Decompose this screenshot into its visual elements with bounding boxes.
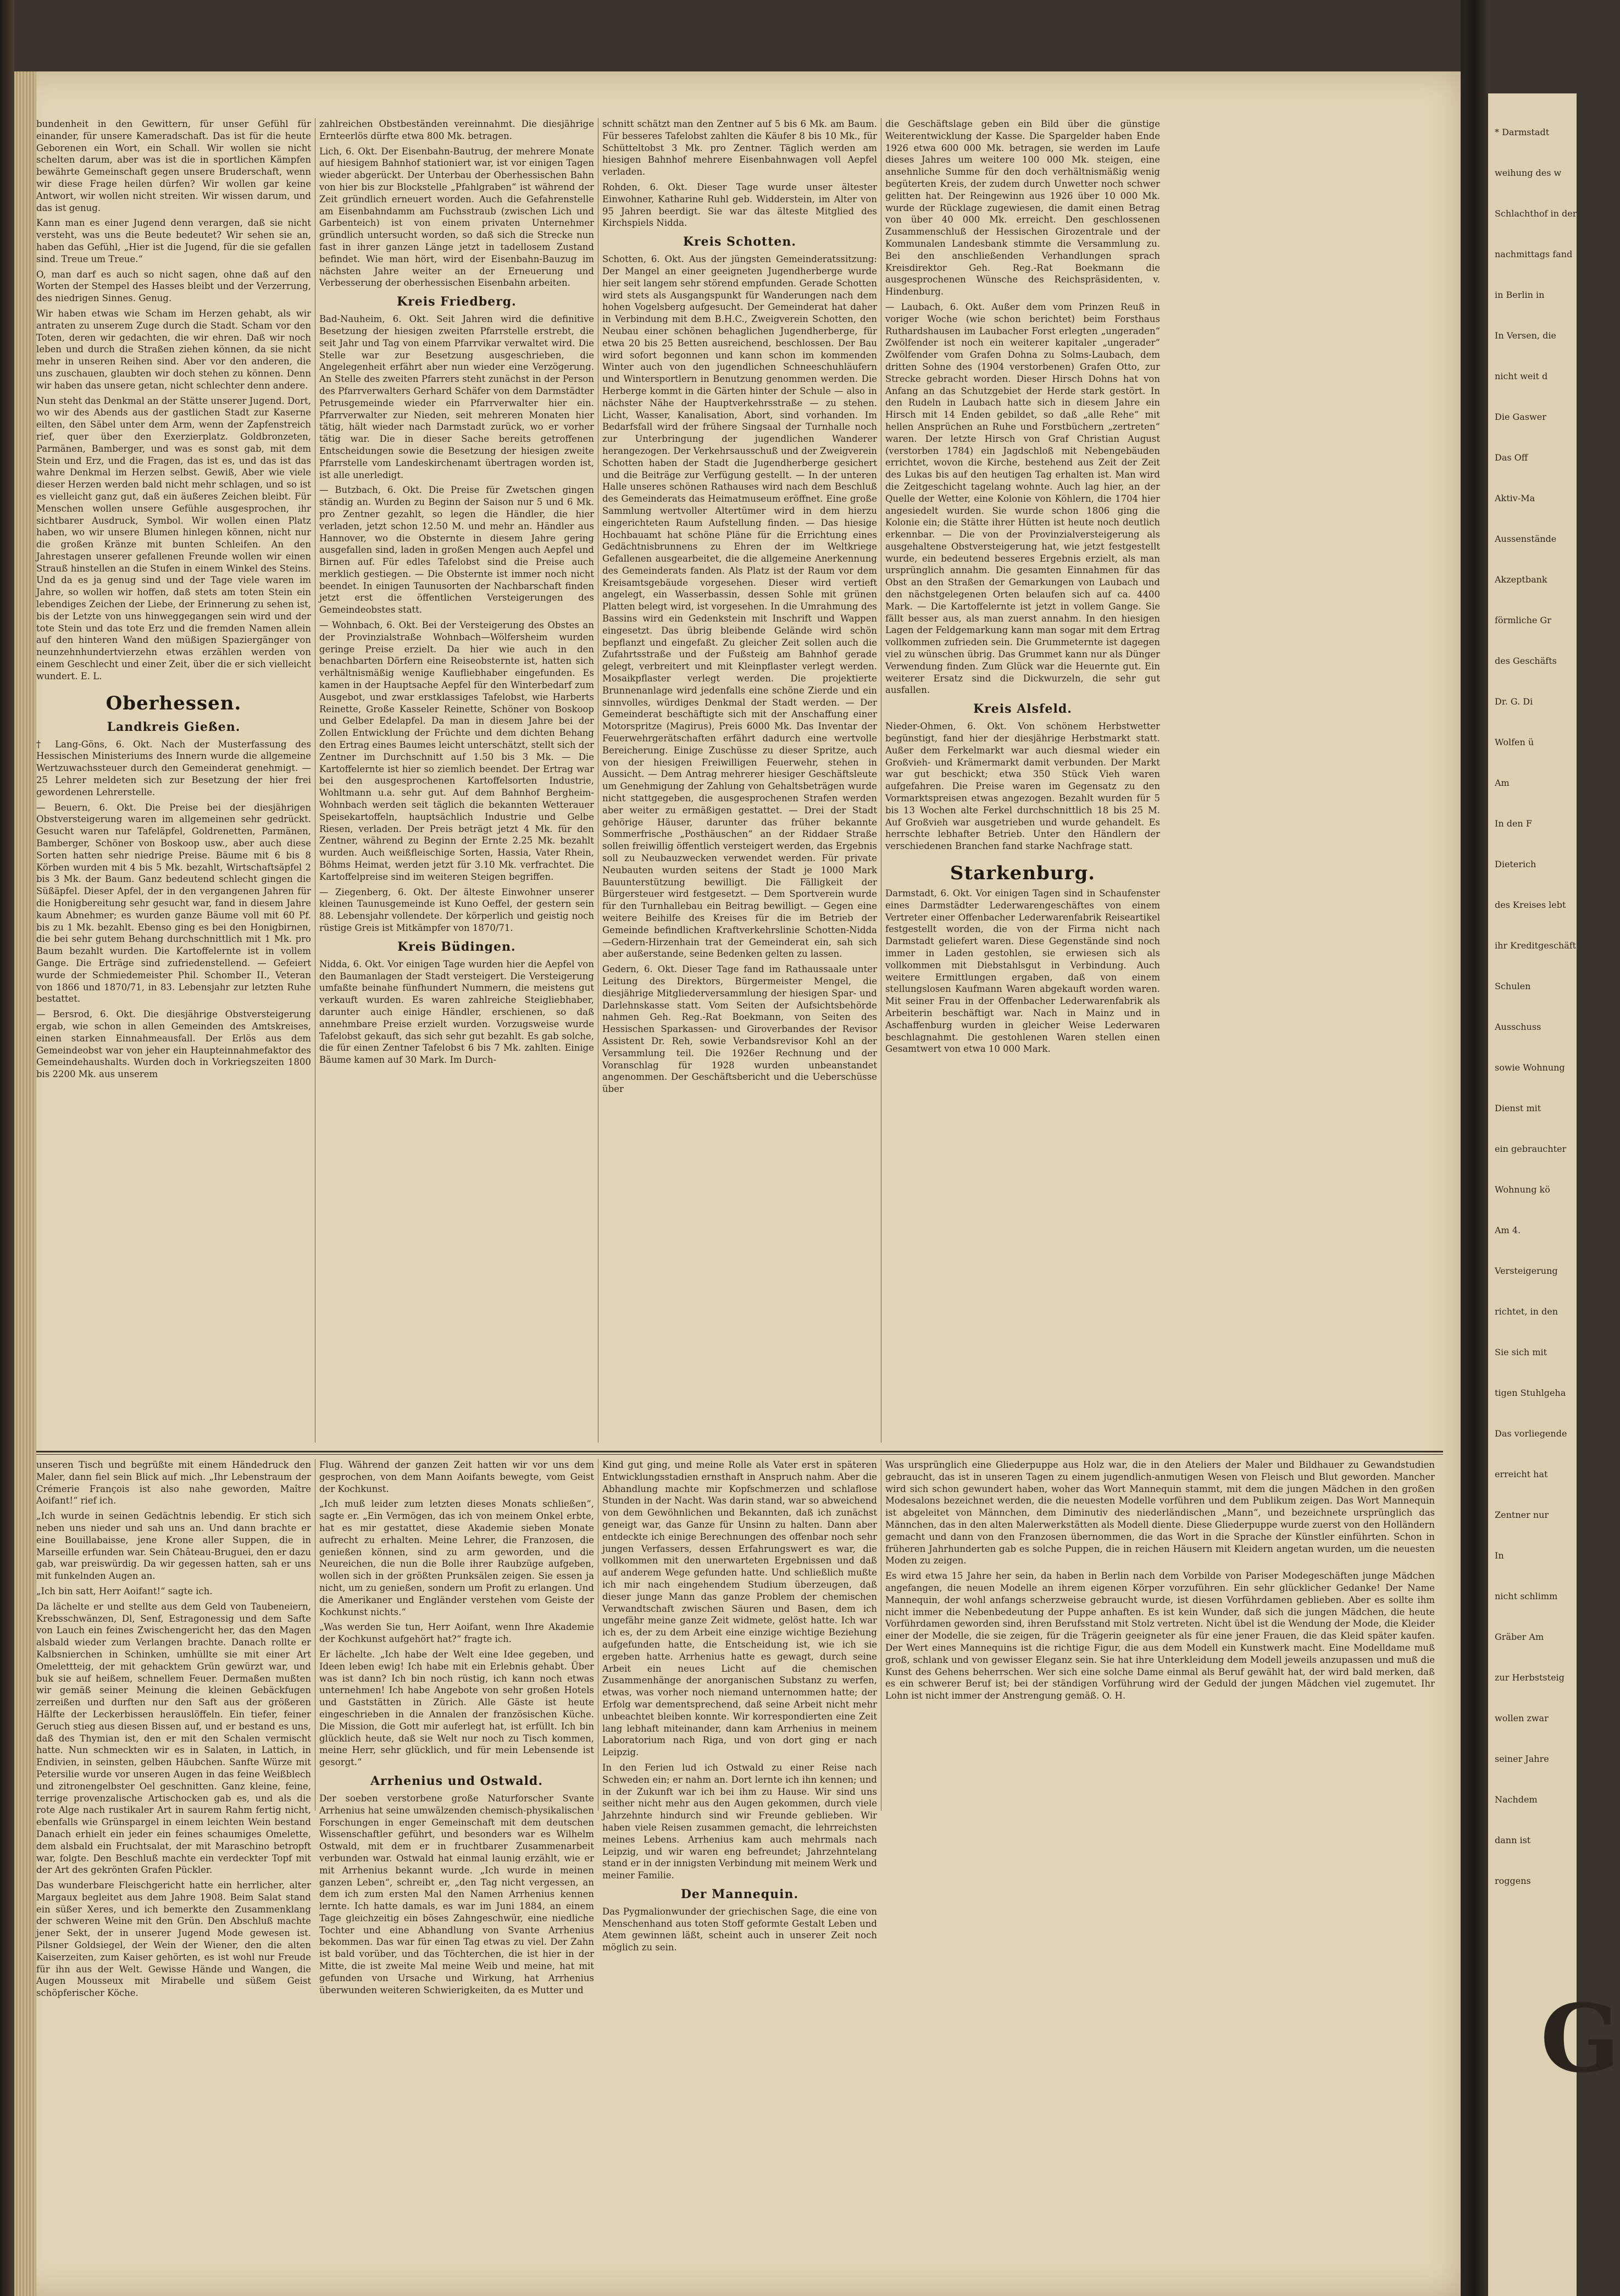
column-1 xyxy=(36,118,311,1443)
adjacent-text-fragment: nicht schlimm xyxy=(1495,1591,1558,1601)
book-gutter xyxy=(1461,0,1488,2296)
district-heading: Kreis Büdingen. xyxy=(397,939,516,954)
newspaper-content xyxy=(36,118,1443,1999)
adjacent-text-fragment: In xyxy=(1495,1550,1504,1561)
article-paragraph: — Wohnbach, 6. Okt. Bei der Versteigerung des Obstes an der Provinzialstraße Wohnbach—Wölfersheim wurden geringe Preise erzielt. Da hier wie auch in den benachbarten Dörfern eine Reiseobsternte ist, hatten sich verhältnismäßig wenige Kaufliebhaber eingefunden. Es kamen in der Hauptsache Aepfel für den Winterbedarf zum Ausgebot, und zwar erstklassiges Tafelobst, wie Harberts Reinette, Große Kasseler Reinette, Schöner von Boskoop und Gelber Edelapfel. Da man in diesem Jahre bei der Zollen Entwicklung der Früchte und dem dichten Behang den Ertrag eines Baumes leicht unterschätzt, stellt sich der Zentner im Durchschnitt auf 1.50 bis 3 Mk. — Die Kartoffelernte ist hier so ziemlich beendet. Der Ertrag war bei den ausgesprochenen Kartoffelsorten Industrie, Wohltmann u.a. sehr gut. Auf dem Bahnhof Bergheim-Wohnbach werden seit täglich die bekannten Wetterauer Speisekartoffeln, hauptsächlich Industrie und Gelbe Riesen, verladen. Der Preis beträgt jetzt 4 Mk. für den Zentner, während zu Beginn der Ernte 2.25 Mk. bezahlt wurden. Auch weißfleischige Sorten, Hassia, Vater Rhein, Böhms Heimat, werden jetzt für 3.10 Mk. verfrachtet. Die Kartoffelpreise sind im weiteren Steigen begriffen. xyxy=(319,620,594,882)
adjacent-text-fragment: Versteigerung xyxy=(1495,1266,1558,1276)
adjacent-text-fragment: Am 4. xyxy=(1495,1225,1521,1235)
book-spine xyxy=(0,0,14,2296)
adjacent-text-fragment: wollen zwar xyxy=(1495,1713,1549,1723)
adjacent-text-fragment: Wolfen ü xyxy=(1495,737,1534,747)
article-paragraph: — Laubach, 6. Okt. Außer dem vom Prinzen Reuß in voriger Woche (wie schon berichtet) beim Forsthaus Ruthardshausen im Laubacher Forst erlegten „ungeraden“ Zwölfender ist noch ein weiterer kapitaler „ungerader“ Zwölfender vom Grafen Dohna zu Solms-Laubach, dem dritten Sohne des (1904 verstorbenen) Grafen Otto, zur Strecke gebracht worden. Dieser Hirsch Dohns hat von Anfang an das Schutzgebiet der Herde stark gestört. In den Rudeln in Laubach hatte sich in diesem Jahre ein Hirsch mit 14 Enden gebildet, so daß „alle Rehe“ mit hellen Ansprüchen an Ruhe und Forstbüchern „zertreten“ waren. Der letzte Hirsch von Graf Christian August (verstorben 1784) ein Jagdschloß mit Nebengebäuden errichtet, wovon die Kirche, bestehend aus Zeit der Zeit des Lukas bis auf den heutigen Tag erhalten ist. Man wird die Zeitgeschicht tagelang wohnte. Auch lag hier, an der Quelle der Wetter, eine Kolonie von Köhlern, die 1704 hier angesiedelt wurden. Sie wurde schon 1806 ging die Kolonie ein; die Stätte ihrer Hütten ist heute noch deutlich erkennbar. — Die von der Provinzialversteigerung als ausgehaltene Obstversteigerung hat, wie jetzt festgestellt wurde, ein bedeutend besseres Ergebnis erzielt, als man ursprünglich annahm. Die gesamten Einnahmen für das Obst an den Straßen der Gemarkungen von Laubach und den nächstgelegenen Orten belaufen sich auf ca. 4400 Mark. — Die Kartoffelernte ist jetzt in vollem Gange. Sie fällt besser aus, als man zuerst annahm. In den hiesigen Lagen der Feldgemarkung kann man sogar mit dem Ertrag vollkommen zufrieden sein. Die Grummeternte ist dagegen viel zu wünschen übrig. Das Grummet kann nur als Dünger Verwendung finden. Zum Glück war die Heuernte gut. Ein weiterer Ersatz sind die Dickwurzeln, die sehr gut ausfallen. xyxy=(885,301,1160,696)
adjacent-text-fragment: dann ist xyxy=(1495,1835,1531,1845)
article-paragraph: Gedern, 6. Okt. Dieser Tage fand im Rathaussaale unter Leitung des Direktors, Bürgermeister Mengel, die diesjährige Mitgliederversammlung der hiesigen Spar- und Darlehnskasse statt. Vom Seiten der Aufsichtsbehörde nahmen Geh. Reg.-Rat Boekmann, von Seiten des Hessischen Sparkassen- und Giroverbandes der Revisor Assistent Dr. Reh, sowie Verbandsrevisor Kohl an der Versammlung teil. Die 1926er Rechnung und der Voranschlag für 1928 wurden unbeanstandet angenommen. Der Geschäftsbericht und die Ueberschüsse über xyxy=(602,964,877,1095)
district-heading: Kreis Schotten. xyxy=(683,235,797,249)
adjacent-text-fragment: richtet, in den xyxy=(1495,1306,1558,1317)
adjacent-text-fragment: weihung des w xyxy=(1495,168,1562,178)
adjacent-text-fragment: Dr. G. Di xyxy=(1495,696,1533,707)
adjacent-text-fragment: des Geschäfts xyxy=(1495,656,1557,666)
article-paragraph: bundenheit in den Gewittern, für unser Gefühl für einander, für unsere Kameradschaft. Das ist für die heute Geborenen ein Wort, ein Schall. Wir wollen sie nicht schelten darum, aber was ist die in sportlichen Kämpfen bewährte Gemeinschaft gegen unsere Bruderschaft, wenn wir diese Frage heilen dürfen? Wir wollen gar keine Antwort, wir wollen nicht streiten. Wir wissen darum, und das ist genug. xyxy=(36,119,311,213)
article-paragraph: O, man darf es auch so nicht sagen, ohne daß auf den Worten der Stempel des Hasses bleibt und der Verzerrung, des niedrigen Sinnes. Genug. xyxy=(36,269,311,304)
article-paragraph: Nieder-Ohmen, 6. Okt. Von schönem Herbstwetter begünstigt, fand hier der diesjährige Herbstmarkt statt. Außer dem Ferkelmarkt war auch diesmal wieder ein Großvieh- und Krämermarkt damit verbunden. Der Markt war gut beschickt; etwa 350 Stück Vieh waren aufgefahren. Die Preise waren im Gegensatz zu den Vormarktspreisen etwas angezogen. Bezahlt wurden für 5 bis 13 Wochen alte Ferkel durchschnittlich 18 bis 25 M. Auf Großvieh war ausgetrieben und wurde gehandelt. Es herrschte lebhafter Betrieb. Unter den Händlern der verschiedenen Branchen fand starke Nachfrage statt. xyxy=(885,721,1160,852)
adjacent-text-fragment: sowie Wohnung xyxy=(1495,1062,1565,1073)
article-paragraph: Schotten, 6. Okt. Aus der jüngsten Gemeinderatssitzung: Der Mangel an einer geeigneten Jugendherberge wurde hier seit langem sehr störend empfunden. Gerade Schotten wird stets als Ausgangspunkt für Wanderungen nach dem hohen Vogelsberg aufgesucht. Der Gemeinderat hat daher in Verbindung mit dem B.H.C., Zweigverein Schotten, den Neubau einer schönen behaglichen Jugendherberge, für etwa 20 bis 25 Betten ausreichend, beschlossen. Der Bau wird sofort begonnen und kann schon im kommenden Winter auch von den jugendlichen Schneeschuhläufern und Wintersportlern in Benutzung genommen werden. Die Herberge kommt in die Gärten hinter der Schule — also in nächster Nähe der Hauptverkehrsstraße — zu stehen. Licht, Wasser, Kanalisation, Abort, sind vorhanden. Im Bedarfsfall wird der frühere Singsaal der Turnhalle noch zur Unterbringung der jugendlichen Wanderer herangezogen. Der Verkehrsausschuß und der Zweigverein Schotten haben der Stadt die Jugendherberge gesichert und die Beiträge zur Verfügung gestellt. — In der unteren Halle unseres schönen Rathauses wird nach dem Beschluß des Gemeinderats das Heimatmuseum eröffnet. Eine große Sammlung wertvoller Altertümer wird in dem hierzu eingerichteten Raum Aufstellung finden. — Das hiesige Hochbauamt hat schöne Pläne für die Errichtung eines Gedächtnisbrunnens zu Ehren der im Weltkriege Gefallenen ausgearbeitet, die die allgemeine Anerkennung des Gemeinderats fanden. Als Platz ist der Raum vor dem Kreisamtsgebäude vorgesehen. Dieser wird vertieft angelegt, ein Wasserbassin, dessen Sohle mit grünen Platten belegt wird, ist vorgesehen. In die Umrahmung des Bassins wird ein Gedenkstein mit Inschrift und Wappen eingesetzt. Das übrig bleibende Gelände wird schön bepflanzt und eingefaßt. Zu gleicher Zeit sollen auch die Zufahrtsstraße und der Fußsteig am Bahnhof gerade gelegt, verbreitert und mit Kleinpflaster verlegt werden. Mosaikpflaster verlegt werden. Die projektierte Brunnenanlage wird jedenfalls eine schöne Zierde und ein sinnvolles, würdiges Denkmal der Stadt werden. — Der Gemeinderat beschäftigte sich mit der Anschaffung einer Motorspritze (Magirus), Preis 6000 Mk. Das Inventar der Feuerwehrgerätschaften erfährt dadurch eine wertvolle Bereicherung. Einige Zuschüsse zu dieser Spritze, auch von der hiesigen Freiwilligen Feuerwehr, stehen in Aussicht. — Dem Antrag mehrerer hiesiger Geschäftsleute um Genehmigung der Zahlung von Gehaltsbeträgen wurde nicht stattgegeben, die ausgesprochenen Strafen werden aber weiter zu ermäßigen gestattet. — Drei der Stadt gehörige Häuser, darunter das früher bekannte Sommerfrische „Posthäuschen“ an der Riddaer Straße sollen freiwillig öffentlich versteigert werden, das Ergebnis soll zu Neubauzwecken verwendet werden. Für private Neubauten wurden seitens der Stadt je 1000 Mark Bauunterstützung bewilligt. Die Fälligkeit der Bürgersteuer wird festgesetzt. — Dem Sportverein wurde für den Turnhallebau ein Beitrag bewilligt. — Gegen eine weitere Beihilfe des Kreises für die im Betrieb der Gemeinde befindlichen Kraftverkehrslinie Schotten-Nidda—Gedern-Hirzenhain trat der Gemeinderat ein, sah sich aber außerstande, seine Bedenken gelten zu lassen. xyxy=(602,254,877,960)
article-paragraph: Rohden, 6. Okt. Dieser Tage wurde unser ältester Einwohner, Katharine Ruhl geb. Widderstein, im Alter von 95 Jahren beerdigt. Sie war das älteste Mitglied des Kirchspiels Nidda. xyxy=(602,181,877,229)
adjacent-text-fragment: Dieterich xyxy=(1495,859,1536,869)
article-paragraph: Kann man es einer Jugend denn verargen, daß sie nicht versteht, was uns die Beute bedeutet? Wir sehen sie an, haben das Gefühl, „Hier ist die Jugend, für die sie gefallen sind. Treue um Treue.“ xyxy=(36,218,311,264)
feuilleton-column-1 xyxy=(36,1459,311,1999)
adjacent-page-fragments xyxy=(1495,126,1605,1916)
article-paragraph: Das Pygmalionwunder der griechischen Sage, die eine von Menschenhand aus toten Stoff geformte Gestalt Leben und Atem gewinnen läßt, scheint auch in unserer Zeit noch möglich zu sein. xyxy=(602,1906,877,1953)
adjacent-text-fragment: in Berlin in xyxy=(1495,290,1545,300)
article-paragraph: Darmstadt, 6. Okt. Vor einigen Tagen sind in Schaufenster eines Darmstädter Lederwarengeschäftes von einem Vertreter einer Offenbacher Lederwarenfabrik Reiseartikel festgestellt worden, die von der Firma nicht nach Darmstadt geliefert waren. Diese Gegenstände sind noch immer in Laden gestohlen, sie erwiesen sich als vollkommen mit Diebstahlsgut in Verbindung. Auch weitere Ermittlungen ergaben, daß von einem stellungslosen Kaufmann Waren abgekauft worden waren. Mit seiner Frau in der Offenbacher Lederwarenfabrik als Arbeiterin beschäftigt war. Nach in Mainz und in Aschaffenburg wurden in gleicher Weise Lederwaren beschlagnahmt. Die gestohlenen Waren stellen einen Gesamtwert von etwa 10 000 Mark. xyxy=(885,888,1160,1055)
adjacent-page xyxy=(1488,93,1620,2296)
adjacent-text-fragment: Wohnung kö xyxy=(1495,1184,1550,1195)
adjacent-text-fragment: Nachdem xyxy=(1495,1794,1538,1805)
adjacent-text-fragment: seiner Jahre xyxy=(1495,1754,1549,1764)
adjacent-text-fragment: Schulen xyxy=(1495,981,1531,991)
adjacent-text-fragment: In den F xyxy=(1495,818,1532,829)
article-paragraph: schnitt schätzt man den Zentner auf 5 bis 6 Mk. am Baum. Für besseres Tafelobst zahlten die Käufer 8 bis 10 Mk., für Schütteltobst 3 Mk. pro Zentner. Täglich werden am hiesigen Bahnhof mehrere Eisenbahnwagen voll Aepfel verladen. xyxy=(602,119,877,178)
adjacent-text-fragment: ein gebrauchter xyxy=(1495,1144,1567,1154)
adjacent-text-fragment: Die Gaswer xyxy=(1495,412,1546,422)
article-paragraph: die Geschäftslage geben ein Bild über die günstige Weiterentwicklung der Kasse. Die Spargelder haben Ende 1926 etwa 600 000 Mk. betragen, sie werden im Laufe dieses Jahres um weitere 100 000 Mk. steigen, eine ansehnliche Summe für den doch verhältnismäßig wenig begüterten Kreis, der zudem durch Unwetter noch schwer gelitten hat. Der Reingewinn aus 1926 über 10 000 Mk. wurde der Rücklage zugewiesen, die damit einen Betrag von über 40 000 Mk. erreicht. Den geschlossenen Zusammenschluß der Hessischen Girozentrale und der Kommunalen Landesbank stimmte die Versammlung zu. Bei den anschließenden Verhandlungen sprach Kreisdirektor Geh. Reg.-Rat Boekmann die ausgesprochenen Wünsche des Reichspräsidenten, v. Hindenburg. xyxy=(885,119,1160,297)
article-title: Arrhenius und Ostwald. xyxy=(370,1773,543,1788)
adjacent-text-fragment: ihr Kreditgeschäft xyxy=(1495,940,1577,951)
article-paragraph: Wir haben etwas wie Scham im Herzen gehabt, als wir antraten zu unserem Zuge durch die Stadt. Scham vor den Toten, deren wir gedachten, die wir ehren. Daß wir noch leben und durch die Straßen ziehen können, da sie nicht mehr in unseren Reihen sind. Aber vor den anderen, die uns zuschauen, glaubten wir doch stehen zu können. Denn wir haben das unsere getan, nicht schlechter denn andere. xyxy=(36,308,311,391)
feuilleton-column-3 xyxy=(602,1459,877,1953)
adjacent-text-fragment: Ausschuss xyxy=(1495,1022,1541,1032)
adjacent-text-fragment: des Kreises lebt xyxy=(1495,900,1566,910)
adjacent-page-initial: G xyxy=(1540,1984,1620,2094)
adjacent-text-fragment: Akzeptbank xyxy=(1495,574,1547,585)
article-paragraph: Bad-Nauheim, 6. Okt. Seit Jahren wird die definitive Besetzung der hiesigen zweiten Pfarrstelle erstrebt, die seit Jahr und Tag von einem Pfarrvikar verwaltet wird. Die Stelle war zur Besetzung ausgeschrieben, die Angelegenheit erfährt aber nun wieder eine Verzögerung. An Stelle des zweiten Pfarrers steht zunächst in der Person des Pfarrverwalters Gerhard Schäfer von dem Darmstädter Petrusgemeinde wieder ein Pfarrverwalter hier ein. Pfarrverwalter zur Nieden, seit mehreren Monaten hier tätig, hält wieder nach Darmstadt zurück, wo er vorher tätig war. Die in dieser Sache bereits getroffenen Entscheidungen sowie die Besetzung der hiesigen zweite Pfarrstelle vom Landeskirchenamt übertragen worden ist, ist alle unerledigt. xyxy=(319,314,594,480)
article-paragraph: zahlreichen Obstbeständen vereinnahmt. Die diesjährige Ernteerlös dürfte etwa 800 Mk. betragen. xyxy=(319,119,594,141)
adjacent-text-fragment: nachmittags fand xyxy=(1495,249,1573,259)
section-divider xyxy=(36,1451,1443,1452)
adjacent-text-fragment: zur Herbststeig xyxy=(1495,1672,1564,1683)
adjacent-text-fragment: erreicht hat xyxy=(1495,1469,1548,1479)
adjacent-text-fragment: Aussenstände xyxy=(1495,534,1557,544)
article-paragraph: — Ziegenberg, 6. Okt. Der älteste Einwohner unserer kleinen Taunusgemeinde ist Kuno Oeffel, der gestern sein 88. Lebensjahr vollendete. Der körperlich und geistig noch rüstige Greis ist Mitkämpfer von 1870/71. xyxy=(319,886,594,933)
adjacent-text-fragment: nicht weit d xyxy=(1495,371,1548,381)
article-paragraph: „Ich bin satt, Herr Aoifant!“ sagte ich. xyxy=(36,1585,213,1596)
adjacent-text-fragment: Am xyxy=(1495,778,1510,788)
feuilleton-column-4 xyxy=(885,1459,1435,1811)
section-heading: Starkenburg. xyxy=(950,862,1096,885)
adjacent-text-fragment: Aktiv-Ma xyxy=(1495,493,1535,503)
article-paragraph: — Butzbach, 6. Okt. Die Preise für Zwetschen gingen ständig an. Wurden zu Beginn der Saison nur 5 und 6 Mk. pro Zentner gezahlt, so legen die Händler, die hier verladen, jetzt schon 12.50 M. und mehr an. Händler aus Hannover, wo die Obsternte in diesem Jahre gering ausgefallen sind, laden in großen Mengen auch Aepfel und Birnen auf. Für edles Tafelobst sind die Preise auch merklich gestiegen. — Die Obsternte ist immer noch nicht beendet. In einigen Taunusorten der Nachbarschaft finden jetzt erst die öffentlichen Versteigerungen des Gemeindeobstes statt. xyxy=(319,485,594,615)
adjacent-text-fragment: Gräber Am xyxy=(1495,1632,1544,1642)
adjacent-text-fragment: förmliche Gr xyxy=(1495,615,1551,625)
adjacent-text-fragment: roggens xyxy=(1495,1876,1531,1886)
section-heading: Oberhessen. xyxy=(106,692,242,714)
column-3 xyxy=(602,118,877,1443)
district-heading: Kreis Alsfeld. xyxy=(973,702,1072,717)
adjacent-text-fragment: Sie sich mit xyxy=(1495,1347,1547,1357)
district-heading: Kreis Friedberg. xyxy=(397,295,517,309)
article-paragraph: Da lächelte er und stellte aus dem Geld von Taubeneiern, Krebsschwänzen, Dl, Senf, Estragonessig und dem Safte von Lauch ein feines Zwischengericht her, das den Magen alsbald wieder zum Verlangen brachte. Danach rollte er Kalbsnierchen in Schinken, umhüllte sie mit einer Art Omelettteig, der mit gehacktem Grün gewürzt war, und buk sie auf heißem, schnellem Feuer. Dermaßen mußten wir gemäß seiner Meinung die kleinen Gebäckfugen zerreißen und durften nur den Saft aus der größeren Hälfte der Leckerbissen herauslöffeln. Ein tiefer, feiner Geruch stieg aus diesen Bissen auf, und er bestand es uns, daß des Thymian ist, den er mit den Schalen vermischt hatte. Nun schmeckten wir es in Salaten, in Lattich, in Endivien, in seinsten, gelben Häubchen. Sanfte Würze mit Petersilie wurde vor unseren Augen in das feine Weißblech und zitronengelbster Oel geschnitten. Ganz kleine, feine, terrige provenzalische Artischocken gab es, und als die rote Alge nach rustikaler Art in saurem Rahm fertig nicht, ebenfalls wie Grünspargel in einem leichten Wein bestand Danach erhielt ein jeder ein feines schaumiges Omelette, dem alsbald ein Fruchtsalat, der mit Maraschino betropft war, folgte. Den Beschluß machte ein verdeckter Topf mit der Art des gekrönten Grafen Pückler. xyxy=(36,1601,311,1876)
article-paragraph: Flug. Während der ganzen Zeit hatten wir vor uns dem gesprochen, von dem Mann Aoifants bewegte, vom Geist der Kochkunst. xyxy=(319,1460,594,1494)
article-paragraph: „Ich wurde in seinen Gedächtnis lebendig. Er stich sich neben uns nieder und sah uns an. Und dann brachte er eine Bouillabaisse, jene Krone aller Suppen, die in Marseille erfunden war. Sein Château-Bruguei, den er dazu gab, war preiswürdig. Da wir gegessen hatten, sah er uns mit funkelnden Augen an. xyxy=(36,1511,311,1582)
article-paragraph: † Lang-Göns, 6. Okt. Nach der Musterfassung des Hessischen Ministeriums des Innern wurde die allgemeine Wertzuwachssteuer durch den Gemeinderat genehmigt. — 25 Lehrer meldeten sich zur Besetzung der hier frei gewordenen Lehrerstelle. xyxy=(36,739,311,797)
district-heading: Landkreis Gießen. xyxy=(107,719,241,734)
article-paragraph: In den Ferien lud ich Ostwald zu einer Reise nach Schweden ein; er nahm an. Dort lernte ich ihn kennen; und in der Zukunft war ich bei ihm zu Hause. Wir sind uns seither nicht mehr aus den Augen gekommen, durch viele Jahrzehnte hindurch sind wir Freunde geblieben. Wir haben viele Reisen zusammen gemacht, die lehrreichsten meines Lebens. Arrhenius kam auch mehrmals nach Leipzig, und wir waren eng befreundet; Jahrzehntelang stand er in der innigsten Verbindung mit meinem Werk und meiner Familie. xyxy=(602,1762,877,1881)
article-paragraph: Was ursprünglich eine Gliederpuppe aus Holz war, die in den Ateliers der Maler und Bildhauer zu Gewandstudien gebraucht, das ist in unseren Tagen zu einem jugendlich-anmutigen Wesen von Fleisch und Blut geworden. Mancher wird sich schon gewundert haben, woher das Wort Mannequin stammt, mit dem die jungen Mädchen in den großen Modesalons bezeichnet werden, die die neuesten Modelle vorführen und dem Publikum zeigen. Das Wort Mannequin ist abgeleitet von Männchen, dem Diminutiv des niederländischen „Mann“, und bezeichnete ursprünglich das Männchen, das in den alten Malerwerkstätten als Modell diente. Diese Gliederpuppe wurde zuerst von den Holländern gemacht und dann von den Franzosen übernommen, die das Wort in die Sprache der Künstler einführten. Schon in früheren Jahrhunderten gab es solche Puppen, die in reichen Häusern mit Kleidern angetan wurden, um die neuesten Moden zu zeigen. xyxy=(885,1460,1435,1566)
article-paragraph: Kind gut ging, und meine Rolle als Vater erst in späteren Entwicklungsstadien ernsthaft in Anspruch nahm. Aber die Abhandlung machte mir Kopfschmerzen und schlaflose Stunden in der Nacht. Was darin stand, war so abweichend von dem Gewöhnlichen und Bekannten, daß ich zunächst geneigt war, das Ganze für Unsinn zu halten. Dann aber entdeckte ich einige Berechnungen des offenbar noch sehr jungen Verfassers, dessen Erfahrungswert es war, die vollkommen mit den unerwarteten Ergebnissen und daß auf anderem Wege gefunden hatte. Und schließlich mußte ich mir nach eingehendem Studium überzeugen, daß dieser junge Mann das ganze Problem der chemischen Verwandtschaft zwischen Säuren und Basen, dem ich ungefähr meine ganze Zeit widmete, gelöst hatte. Ich war ich es, der zu dem Arbeit eine einzige wichtige Beziehung aufgefunden hatte, die Entscheidung ist, wie ich sie ergeben hatte. Arrhenius hatte es gewagt, durch seine Arbeit ein neues Licht auf die chemischen Zusammenhänge der anorganischen Substanz zu werfen, etwas, was vorher noch niemand unternommen hatte; der Erfolg war dementsprechend, daß seine Arbeit nicht mehr unbeachtet bleiben konnte. Wir korrespondierten eine Zeit lang lebhaft miteinander, dann kam Arrhenius in meinem Laboratorium nach Riga, und von dort ging er nach Leipzig. xyxy=(602,1460,877,1758)
article-paragraph: Nun steht das Denkmal an der Stätte unserer Jugend. Dort, wo wir des Abends aus der gastlichen Stadt zur Kaserne eilten, den Säbel unter dem Arm, wenn der Zapfenstreich rief, quer über den Exerzierplatz. Goldbronzeten, Parmänen, Bamberger, und was es sonst gab, mit dem Stein und Erz, und die Fragen, das ist es, und das ist das wahre Denkmal im Herzen selbst. Gewiß, Aber wie viele dieser Herzen werden bald nicht mehr schlagen, und so ist es vielleicht ganz gut, daß ein äußeres Zeichen bleibt. Für Menschen wollen unsere Gefühle ausgesprochen, ihr sichtbarer Ausdruck, Symbol. Wir wollen einen Platz haben, wo wir unsere Blumen hinlegen können, nicht nur die großen Kränze mit bunten Schleifen. An den Jahrestagen unserer gefallenen Freunde wollen wir einen Strauß hinstellen an die Stufen in einem Winkel des Steins. Und da es ja genug sind und der Tage viele waren im Jahre, so wollen wir hoffen, daß stets am toten Stein ein lebendiges Zeichen der Liebe, der Erinnerung zu sehen ist, bis der Letzte von uns hinweggegangen sein wird und der tote Stein und das tote Erz und die fremden Namen allein auf den hinteren Wand den müßigen Spaziergänger von neunzehnhundertvierzehn etwas erzählen werden von einem Geschlecht und einer Zeit, über die er sich vielleicht wundert. E. L. xyxy=(36,395,311,681)
article-paragraph: Der soeben verstorbene große Naturforscher Svante Arrhenius hat seine umwälzenden chemisch-physikalischen Forschungen in enger Gemeinschaft mit dem deutschen Wissenschaftler geführt, und besonders war es Wilhelm Ostwald, mit dem er in fruchtbarer Zusammenarbeit verbunden war. Ostwald hat einmal launig erzählt, wie er mit Arrhenius bekannt wurde. „Ich wurde in meinen ganzen Leben“, schreibt er, „den Tag nicht vergessen, an dem ich zum ersten Mal den Namen Arrhenius kennen lernte. Ich hatte damals, es war im Juni 1884, an einem Tage gleichzeitig ein böses Zahngeschwür, eine niedliche Tochter und eine Abhandlung von Svante Arrhenius bekommen. Das war für einen Tag etwas zu viel. Der Zahn ist bald vorüber, und das Töchterchen, die ist hier in der Mitte, die ist zweite Mal meine Weib und meine, hat mit gefunden von Ursache und Wirkung, hat Arrhenius überwunden weiteren Schwierigkeiten, da es Mutter und xyxy=(319,1793,594,1995)
column-2 xyxy=(319,118,594,1443)
adjacent-text-fragment: Das Off xyxy=(1495,452,1528,463)
article-paragraph: Nidda, 6. Okt. Vor einigen Tage wurden hier die Aepfel von den Baumanlagen der Stadt versteigert. Die Versteigerung umfaßte beinahe fünfhundert Nummern, die meistens gut verkauft wurden. Es waren zahlreiche Steigliebhaber, darunter auch einige Händler, erschienen, so daß annehmbare Preise erzielt wurden. Vorzugsweise wurde Tafelobst gekauft, das sich sehr gut bezahlt. Es gab solche, die für einen Zentner Tafelobst 6 bis 7 Mk. zahlten. Einige Bäume kamen auf 30 Mark. Im Durch- xyxy=(319,958,594,1066)
column-4 xyxy=(885,118,1160,1443)
article-paragraph: — Bersrod, 6. Okt. Die diesjährige Obstversteigerung ergab, wie schon in allen Gemeinden des Amtskreises, einen starken Einnahmeausfall. Der Erlös aus dem Gemeindeobst war von jeher ein Haupteinnahmefaktor des Gemeindehaushalts. Wurden doch in Vorkriegszeiten 1800 bis 2200 Mk. aus unserem xyxy=(36,1009,311,1080)
article-paragraph: unseren Tisch und begrüßte mit einem Händedruck den Maler, dann fiel sein Blick auf mich. „Ihr Lebenstraum der Crémerie François ist also nahe geworden, Maître Aoifant!“ rief ich. xyxy=(36,1460,311,1506)
article-paragraph: Das wunderbare Fleischgericht hatte ein herrlicher, alter Margaux begleitet aus dem Jahre 1908. Beim Salat stand ein süßer Xeres, und ich bemerkte den Zusammenklang der schweren Weine mit den Grün. Den Abschluß machte jener Sekt, der in unserer Jugend Mode gewesen ist. Pilsner Goldsiegel, der Wein der Wiener, den die alten Kaiserzeiten, zum Kaiser gehörten, es ist wohl nur Freude für ihn aus der Welt. Gewisse Hände und Wangen, die Augen Mousseux mit Mirabelle und süßem Geist schöpferischer Köche. xyxy=(36,1880,311,1999)
article-paragraph: „Ich muß leider zum letzten dieses Monats schließen“, sagte er. „Ein Vermögen, das ich von meinem Onkel erbte, hat es mir gestattet, diese Akademie sieben Monate aufrecht zu erhalten. Meine Lehrer, die Franzosen, die genießen können, sind zu arm geworden, und die Neureichen, die nun die Bolle ihrer Raubzüge aufgeben, wollen sich in der größten Prunksälen zeigen. Sie essen ja nicht, um zu genießen, sondern um Profit zu erlangen. Und die Amerikaner und Engländer verstehen vom Geiste der Kochkunst nichts.“ xyxy=(319,1499,594,1617)
article-paragraph: „Was werden Sie tun, Herr Aoifant, wenn Ihre Akademie der Kochkunst aufgehört hat?“ fragte ich. xyxy=(319,1622,594,1645)
article-paragraph: — Beuern, 6. Okt. Die Preise bei der diesjährigen Obstversteigerung waren im allgemeinen sehr gedrückt. Gesucht waren nur Tafeläpfel, Goldrenetten, Parmänen, Bamberger, Schöner von Boskoop usw., aber auch diese Sorten hatten sehr niedrige Preise. Bäume mit 6 bis 8 Körben wurden mit 4 bis 5 Mk. bezahlt, Wirtschaftsäpfel 2 bis 3 Mk. der Baum. Ganz bedeutend schlecht gingen die Süßäpfel. Dieser Apfel, der in den vergangenen Jahren für die Honigbereitung sehr gesucht war, fand in diesem Jahre kaum Abnehmer; es wurden ganze Bäume voll mit 60 Pf. bis zu 1 Mk. bezahlt. Ebenso ging es bei den Honigbirnen, die bei sehr gutem Behang durchschnittlich mit 1 Mk. pro Baum bezahlt wurden. Die Kartoffelernte ist in vollem Gange. Die Erträge sind zufriedenstellend. — Gefeiert wurde der Schmiedemeister Phil. Schomber II., Veteran von 1866 und 1870/71, in 83. Lebensjahr zur letzten Ruhe bestattet. xyxy=(36,802,311,1005)
adjacent-text-fragment: Zentner nur xyxy=(1495,1510,1549,1520)
adjacent-text-fragment: In Versen, die xyxy=(1495,330,1556,341)
adjacent-text-fragment: Dienst mit xyxy=(1495,1103,1541,1113)
section-divider-thin xyxy=(36,1454,1443,1455)
article-paragraph: Er lächelte. „Ich habe der Welt eine Idee gegeben, und Ideen leben ewig! Ich habe mit ein Erlebnis gehabt. Über was ist dann? Ich bin noch rüstig, ich kann noch etwas unternehmen! Ich habe Angebote von sehr großen Hotels und Gaststätten in Zürich. Alle Gäste ist heute eingeschrieben in die Annalen der französischen Küche. Die Mission, die Gott mir auferlegt hat, ist erfüllt. Ich bin glücklich heute, daß sie Welt nur noch zu Tisch kommen, meine Herr, sehr glücklich, und für mein Lebensende ist gesorgt.“ xyxy=(319,1649,594,1768)
adjacent-text-fragment: Das vorliegende xyxy=(1495,1428,1567,1439)
adjacent-text-fragment: Schlachthof in der xyxy=(1495,208,1577,219)
adjacent-text-fragment: * Darmstadt xyxy=(1495,127,1550,137)
adjacent-text-fragment: tigen Stuhlgeha xyxy=(1495,1388,1566,1398)
article-paragraph: Lich, 6. Okt. Der Eisenbahn-Bautrug, der mehrere Monate auf hiesigem Bahnhof stationiert war, ist vor einigen Tagen wieder abgerückt. Der Unterbau der Oberhessischen Bahn von hier bis zur Blockstelle „Pfahlgraben“ ist während der Zeit gründlich erneuert worden. Auch die Gefahrenstelle am Eisenbahndamm am Fuchsstraub (zwischen Lich und Garbenteich) ist von einem privaten Unternehmer gründlich untersucht worden, so daß sich die Strecke nun fast in ihrer ganzen Länge jetzt in tadellosem Zustand befindet. Wie man hört, wird der Eisenbahn-Bauzug im nächsten Jahre weiter an der Erneuerung und Verbesserung der oberhessischen Eisenbahn arbeiten. xyxy=(319,146,594,289)
feuilleton-column-2 xyxy=(319,1459,594,1995)
article-paragraph: Es wird etwa 15 Jahre her sein, da haben in Berlin nach dem Vorbilde von Pariser Modegeschäften junge Mädchen angefangen, die neuen Modelle an ihrem eigenen Körper vorzuführen. Ein sehr glücklicher Gedanke! Der Name Mannequin, der wohl anfangs scherzweise gebraucht wurde, ist diesen Vorführdamen geblieben. Aber es sollte ihm nicht immer die Nebenbedeutung der Puppe anhaften. Es ist kein Wunder, daß sich die jungen Mädchen, die heute Vorführdamen geworden sind, ihren Berufsstand mit Stolz vertreten. Nicht übel ist die Wendung der Mode, die Kleider einer der Modelle, die sie zeigen, für die Trägerin geeigneter als für eine jener Frauen, die das Kleid später kaufen. Der Wert eines Mannequins ist die richtige Figur, die aus dem Modell ein Kunstwerk macht. Eine Modelldame muß groß, schlank und von gewisser Eleganz sein. Sie hat ihre Unterkleidung dem Modell jeweils anzupassen und muß die Kunst des Gehens beherrschen. Wer sich eine solche Dame einmal als Beruf gewählt hat, der wird bald merken, daß es ein schwerer Beruf ist; bei der ständigen Vorführung wird der Geduld der jungen Mädchen viel zugemutet. Ihr Lohn ist nicht immer der Anstrengung gemäß. O. H. xyxy=(885,1571,1435,1701)
page-edges xyxy=(14,71,36,2296)
article-title: Der Mannequin. xyxy=(680,1887,799,1901)
